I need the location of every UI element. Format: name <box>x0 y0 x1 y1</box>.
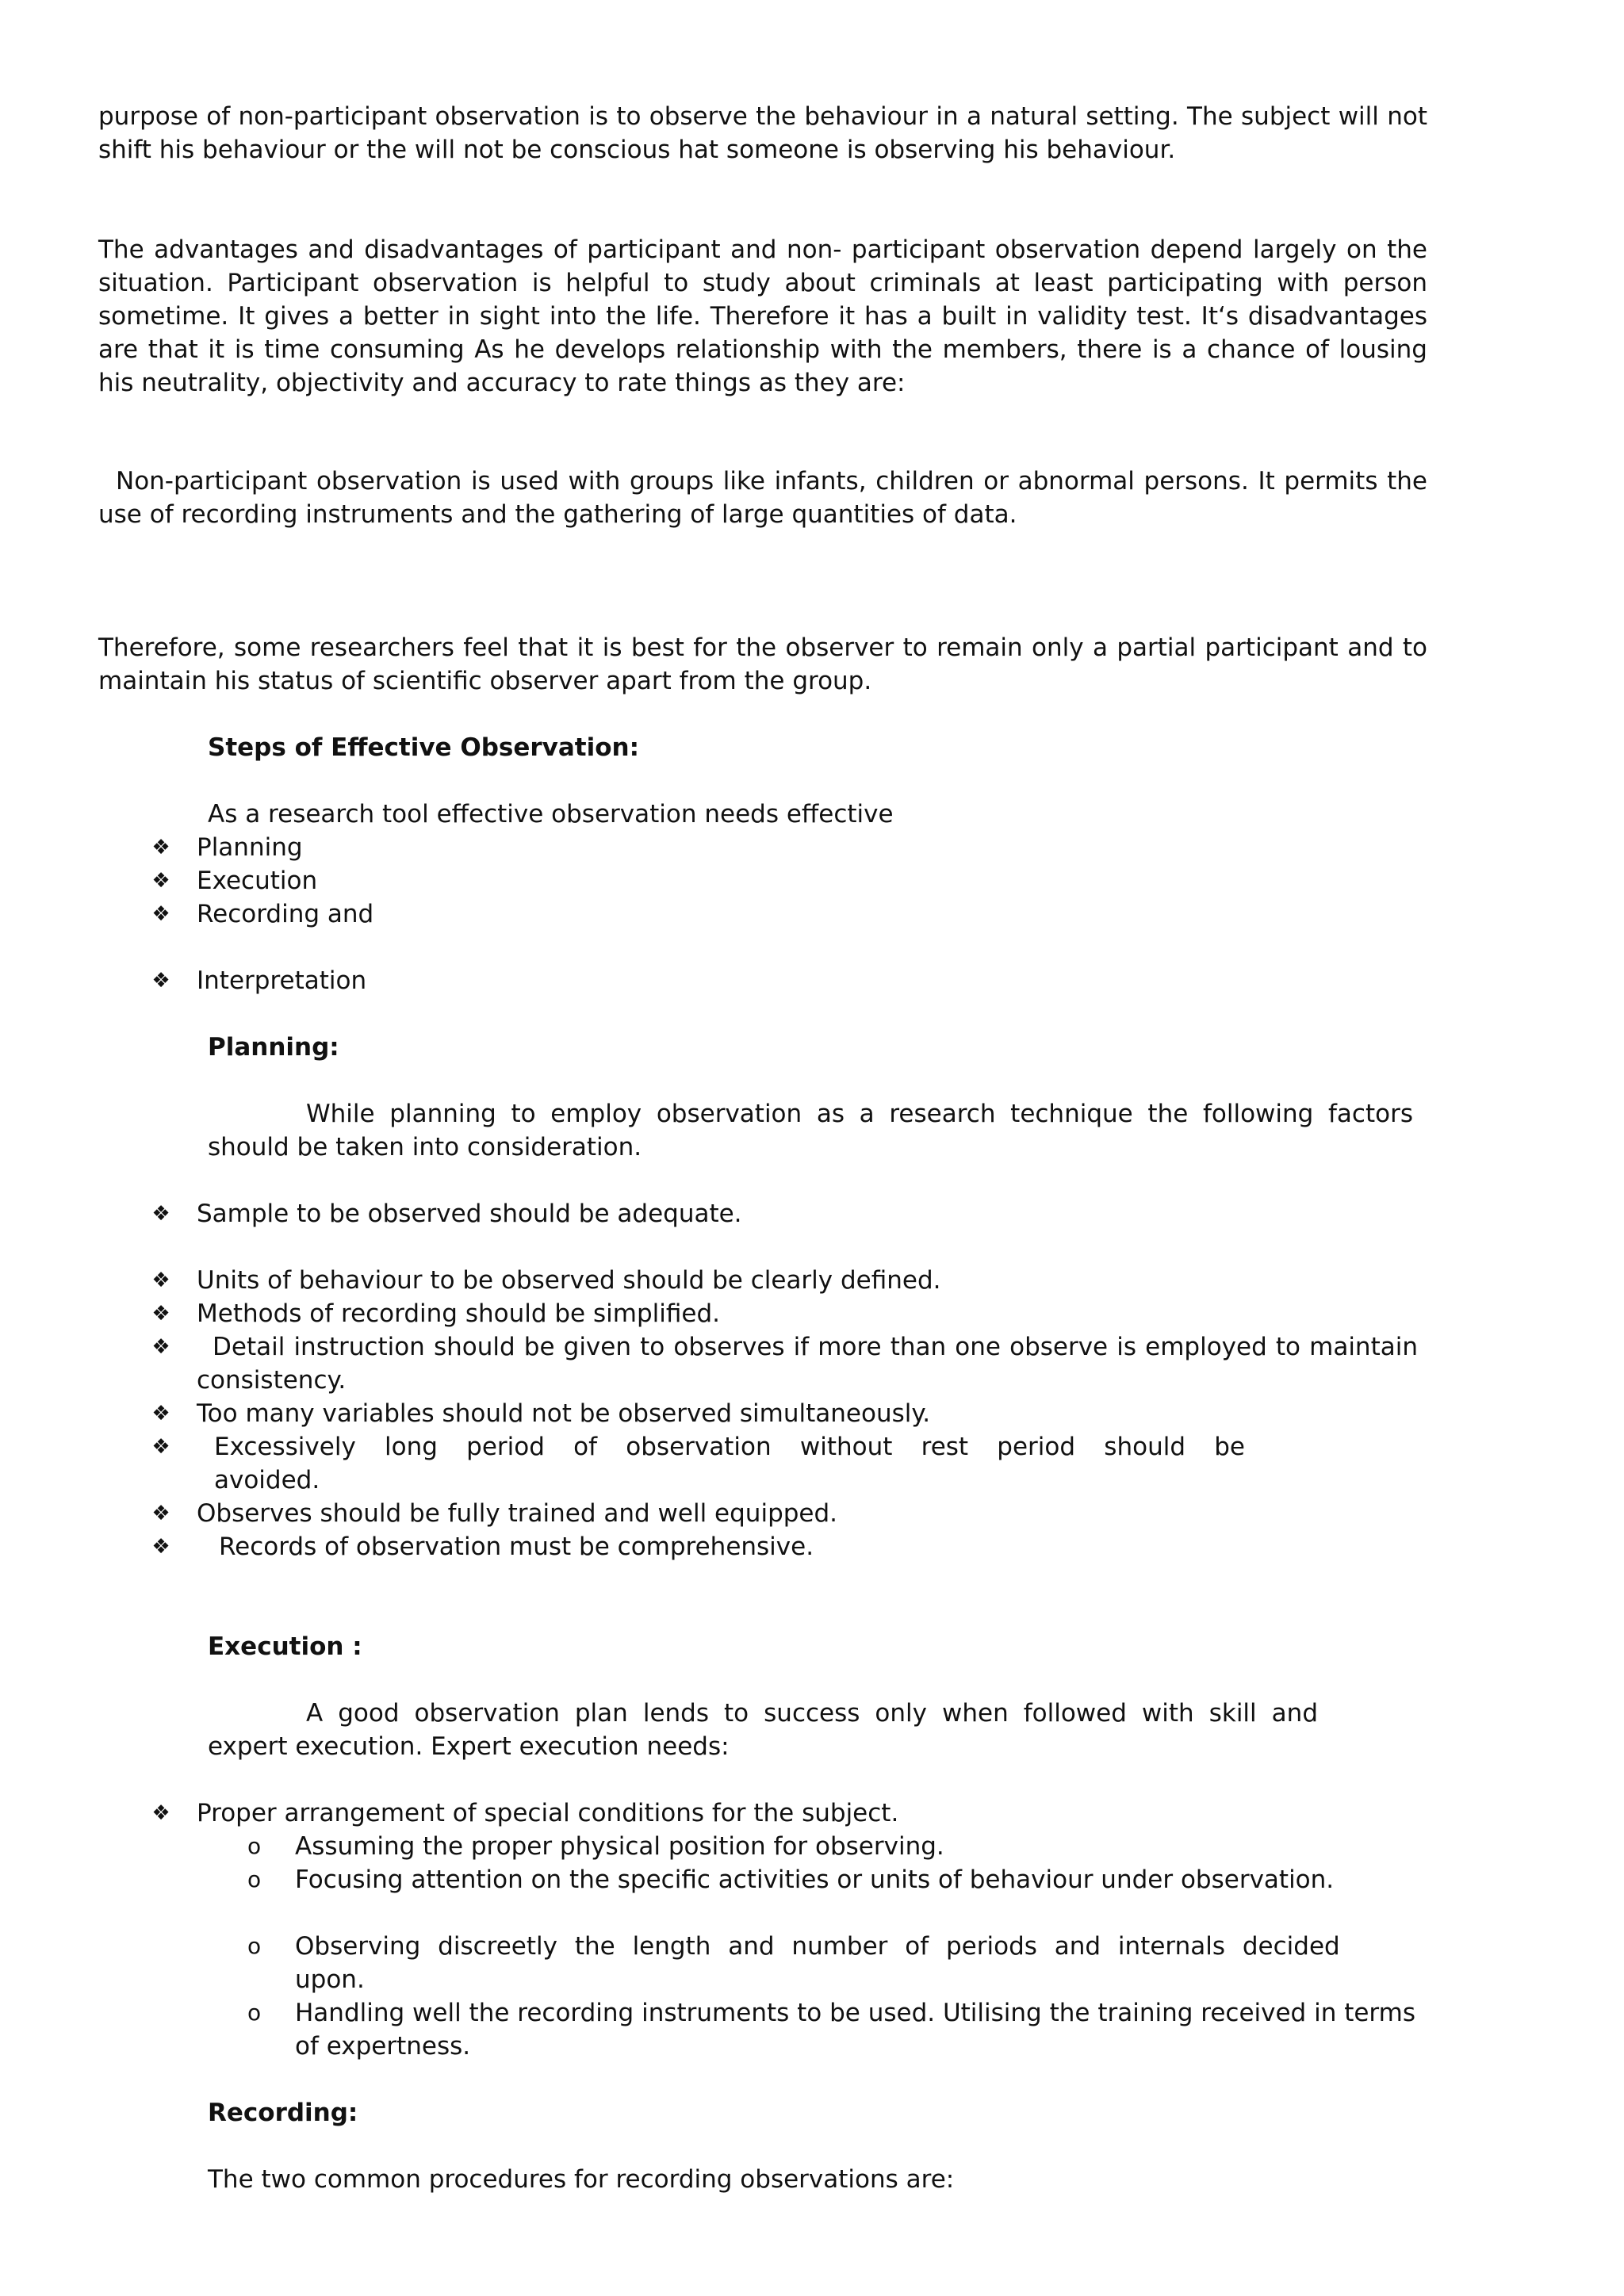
recording-heading: Recording: <box>208 2099 358 2127</box>
planning-item: Detail instruction should be given to observes if more than one observe is employed to maintain consistency. <box>197 1333 1418 1395</box>
planning-item: Excessively long period of observation without rest period should be avoided. <box>214 1433 1245 1494</box>
bullet-icon: ❖ <box>151 1502 170 1525</box>
execution-subitem: Handling well the recording instruments to be used. Utilising the training received in terms of expertness. <box>295 1999 1415 2061</box>
bullet-icon: ❖ <box>151 1435 170 1459</box>
circle-bullet-icon: o <box>247 1999 262 2026</box>
planning-item: Too many variables should not be observed simultaneously. <box>197 1399 931 1428</box>
steps-heading: Steps of Effective Observation: <box>208 733 639 762</box>
planning-heading: Planning: <box>208 1033 339 1062</box>
planning-item: Observes should be fully trained and well equipped. <box>197 1499 838 1528</box>
paragraph-nonparticipant-use: Non-participant observation is used with groups like infants, children or abnormal persons. It permits the use of recording instruments and the gathering of large quantities of data. <box>98 467 1427 529</box>
planning-item: Methods of recording should be simplified. <box>197 1299 720 1328</box>
paragraph-advantages: The advantages and disadvantages of participant and non- participant observation depend largely on the situation. Participant observation is helpful to study about criminals at least participating with person sometime. It gives a better in sight into the life. Therefore it has a built in validity test. It‘s disadvantages are that it is time consuming As he develops relationship with the members, there is a chance of lousing his neutrality, objectivity and accuracy to rate things as they are: <box>98 235 1427 397</box>
planning-item: Units of behaviour to be observed should be clearly defined. <box>197 1266 941 1295</box>
execution-intro: A good observation plan lends to success only when followed with skill and expert execution. Expert execution needs: <box>208 1699 1318 1761</box>
circle-bullet-icon: o <box>247 1933 262 1959</box>
paragraph-nonparticipant-purpose: purpose of non-participant observation is to observe the behaviour in a natural setting. The subject will not shift his behaviour or the will not be conscious hat someone is observing his behaviour. <box>98 102 1427 164</box>
bullet-icon: ❖ <box>151 869 170 893</box>
planning-intro: While planning to employ observation as a research technique the following factors should be taken into consideration. <box>208 1100 1413 1161</box>
planning-item: Records of observation must be comprehensive. <box>219 1533 814 1561</box>
bullet-icon: ❖ <box>151 1202 170 1226</box>
bullet-icon: ❖ <box>151 969 170 993</box>
execution-heading: Execution : <box>208 1632 362 1661</box>
steps-intro: As a research tool effective observation needs effective <box>208 800 894 828</box>
planning-item: Sample to be observed should be adequate. <box>197 1200 742 1228</box>
steps-item-planning: Planning <box>197 833 303 862</box>
circle-bullet-icon: o <box>247 1866 262 1892</box>
execution-subitem: Assuming the proper physical position for observing. <box>295 1832 944 1861</box>
circle-bullet-icon: o <box>247 1833 262 1859</box>
execution-subitem: Observing discreetly the length and number of periods and internals decided upon. <box>295 1932 1340 1994</box>
execution-item: Proper arrangement of special conditions for the subject. <box>197 1799 899 1827</box>
bullet-icon: ❖ <box>151 1801 170 1825</box>
steps-item-interpretation: Interpretation <box>197 966 367 995</box>
steps-item-execution: Execution <box>197 867 318 895</box>
steps-item-recording: Recording and <box>197 900 374 928</box>
bullet-icon: ❖ <box>151 1402 170 1425</box>
bullet-icon: ❖ <box>151 836 170 859</box>
paragraph-partial-participant: Therefore, some researchers feel that it is best for the observer to remain only a partial participant and to maintain his status of scientific observer apart from the group. <box>98 633 1427 695</box>
bullet-icon: ❖ <box>151 1302 170 1326</box>
bullet-icon: ❖ <box>151 902 170 926</box>
bullet-icon: ❖ <box>151 1269 170 1292</box>
execution-subitem: Focusing attention on the specific activities or units of behaviour under observation. <box>295 1866 1335 1894</box>
recording-intro: The two common procedures for recording observations are: <box>208 2165 955 2194</box>
bullet-icon: ❖ <box>151 1335 170 1359</box>
bullet-icon: ❖ <box>151 1535 170 1559</box>
